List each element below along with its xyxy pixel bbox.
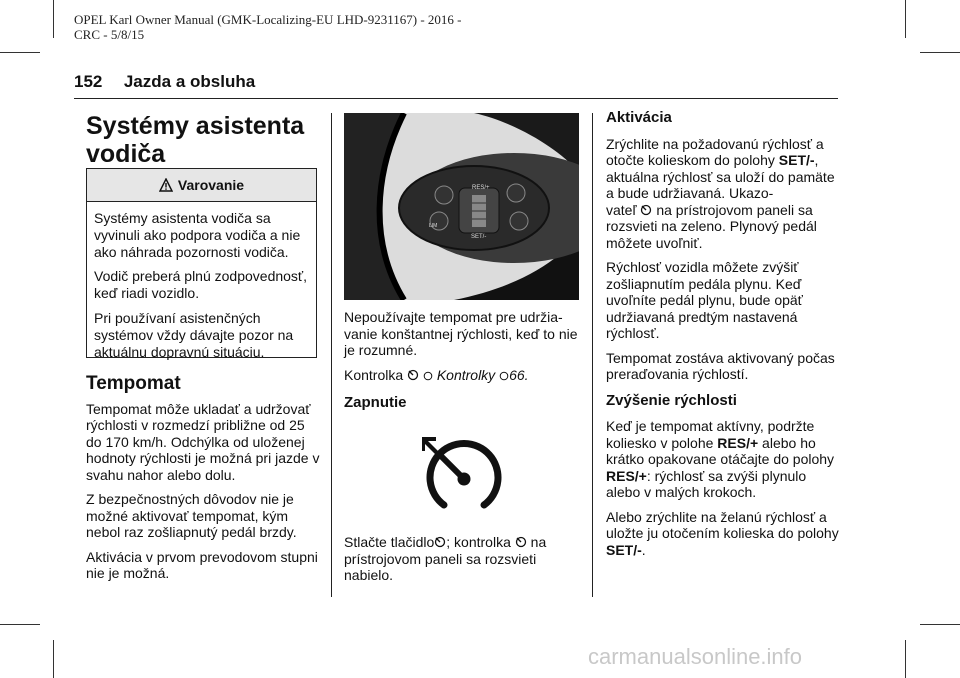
warning-paragraph: Vodič preberá plnú zodpovednosť, keď riadi vozidlo. bbox=[94, 268, 308, 302]
watermark: carmanualsonline.info bbox=[588, 644, 803, 669]
page-number: 152 bbox=[74, 72, 103, 91]
body-paragraph: Z bezpečnostných dôvodov nie je možné aktivovať tempomat, kým nebol raz zošliapnutý pedál brzdy. bbox=[86, 491, 297, 540]
stlacte-text: prístrojovom paneli sa rozsvieti nabielo. bbox=[344, 550, 537, 583]
body-paragraph: Tempomat zostáva aktivovaný počas preraďovania rýchlostí. bbox=[606, 349, 835, 382]
text-run: Zrýchlite na požadovanú rýchlosť a otočte kolieskom do polohy bbox=[606, 135, 824, 168]
warning-paragraph: Systémy asistenta vodiča sa vyvinuli ako podpora vodiča a nie ako náhrada pozornosti vodiča. bbox=[94, 210, 301, 260]
stlacte-text: ; kontrolka bbox=[446, 534, 511, 550]
crop-mark bbox=[53, 0, 54, 38]
kontrolky-link[interactable]: Kontrolky bbox=[436, 366, 496, 383]
steering-wheel-drawing bbox=[344, 113, 579, 300]
print-header-line1: OPEL Karl Owner Manual (GMK-Localizing-EU LHD-9231167) - 2016 - bbox=[74, 12, 462, 27]
crop-mark bbox=[920, 624, 960, 625]
crop-mark bbox=[53, 640, 54, 678]
text-run: vateľ bbox=[606, 201, 641, 218]
right-column bbox=[606, 110, 842, 566]
stlacte-paragraph bbox=[344, 534, 584, 592]
warning-paragraph: Pri používaní asistenčných systémov vždy dávajte pozor na aktuálnu dopravnú situáciu. bbox=[94, 309, 294, 360]
crop-mark bbox=[920, 52, 960, 53]
wheel-label-res: RES/+ bbox=[472, 185, 490, 191]
text-run: alebo ho krátko opakovane otáčajte do polohy bbox=[606, 434, 835, 467]
header-rule bbox=[74, 98, 838, 99]
column-divider bbox=[331, 113, 332, 597]
body-paragraph: Rýchlosť vozidla môžete zvýšiť zošliapnutím pedála plynu. Keď uvoľníte pedál plynu, bude opäť udržiavaná predtým nastavená rýchlosť. bbox=[606, 259, 803, 341]
text-run: Alebo zrýchlite na želanú rýchlosť a uložte ju otočením kolieska do polohy bbox=[606, 508, 839, 541]
speedometer-icon bbox=[434, 536, 446, 548]
warning-body bbox=[87, 202, 316, 360]
page-heading bbox=[74, 72, 255, 92]
stlacte-text: na bbox=[526, 534, 547, 550]
text-run: . bbox=[641, 541, 646, 558]
warning-header bbox=[87, 169, 316, 202]
crop-mark bbox=[905, 640, 906, 678]
speedometer-icon bbox=[515, 536, 527, 548]
body-paragraph bbox=[606, 136, 842, 252]
cruise-control-icon bbox=[418, 433, 510, 515]
position-res: RES/+ bbox=[717, 434, 759, 451]
speedometer-icon bbox=[407, 369, 419, 381]
chapter-title bbox=[86, 112, 326, 168]
body-paragraph: Tempomat môže ukladať a udržovať rýchlosti v rozmedzí približne od 25 do 170 km/h. Odchýlka od uloženej hodnoty rýchlosti je možná pri jazde v svahu nahor alebo dolu. bbox=[86, 400, 320, 483]
speedometer-icon bbox=[640, 204, 652, 216]
column-divider bbox=[592, 113, 593, 597]
page-reference-icon bbox=[499, 371, 509, 381]
kontrolka-reference: Kontrolka Kontrolky 66. bbox=[344, 366, 529, 383]
wheel-label-lim: LIM bbox=[429, 223, 438, 229]
warning-label: Varovanie bbox=[177, 177, 245, 193]
section-title: Jazda a obsluha bbox=[123, 72, 256, 91]
body-paragraph: Aktivácia v prvom prevodovom stupni nie je možná. bbox=[86, 548, 318, 581]
body-paragraph: Nepoužívajte tempomat pre udržiavanie konštantnej rýchlosti, keď to nie je rozumné. bbox=[344, 309, 578, 358]
body-paragraph bbox=[344, 534, 584, 584]
page-reference-icon bbox=[423, 371, 433, 381]
position-set: SET/- bbox=[606, 541, 642, 558]
text-run: : rýchlosť sa zvýši plynulo alebo v malých krokoch. bbox=[606, 467, 807, 500]
print-header-line2: CRC - 5/8/15 bbox=[74, 27, 145, 42]
warning-box bbox=[86, 168, 317, 358]
tempomat-heading: Tempomat bbox=[86, 373, 181, 394]
chapter-title-line1: Systémy asistenta bbox=[86, 112, 305, 140]
wheel-label-set: SET/- bbox=[471, 234, 487, 240]
text-run: Keď je tempomat aktívny, podržte koliesko v polohe bbox=[606, 418, 815, 451]
zapnutie-heading: Zapnutie bbox=[344, 394, 407, 411]
chapter-title-line2: vodiča bbox=[86, 140, 166, 168]
crop-mark bbox=[905, 0, 906, 38]
body-paragraph bbox=[606, 418, 842, 501]
position-set: SET/- bbox=[778, 152, 815, 168]
kontrolka-label: Kontrolka bbox=[344, 366, 404, 383]
text-run: na prístrojovom paneli sa rozsvieti na zeleno. Plynový pedál môžete uvoľniť. bbox=[606, 201, 817, 251]
crop-mark bbox=[0, 52, 40, 53]
crop-mark bbox=[0, 624, 40, 625]
middle-column bbox=[344, 309, 584, 412]
stlacte-text: Stlačte tlačidlo bbox=[344, 534, 435, 550]
tempomat-section bbox=[86, 373, 324, 590]
left-column bbox=[86, 112, 326, 168]
aktivacia-heading: Aktivácia bbox=[606, 109, 672, 126]
warning-triangle-icon bbox=[159, 178, 173, 192]
kontrolky-page[interactable]: 66 bbox=[509, 366, 525, 383]
steering-wheel-illustration bbox=[344, 113, 579, 300]
text-run: , aktuálna rýchlosť sa uloží do pamäte a bude udržiavaná. Ukazo- bbox=[606, 152, 835, 201]
position-res: RES/+ bbox=[606, 467, 647, 484]
zvysenie-heading: Zvýšenie rýchlosti bbox=[606, 391, 737, 409]
print-header bbox=[74, 12, 462, 42]
body-paragraph bbox=[606, 509, 842, 559]
